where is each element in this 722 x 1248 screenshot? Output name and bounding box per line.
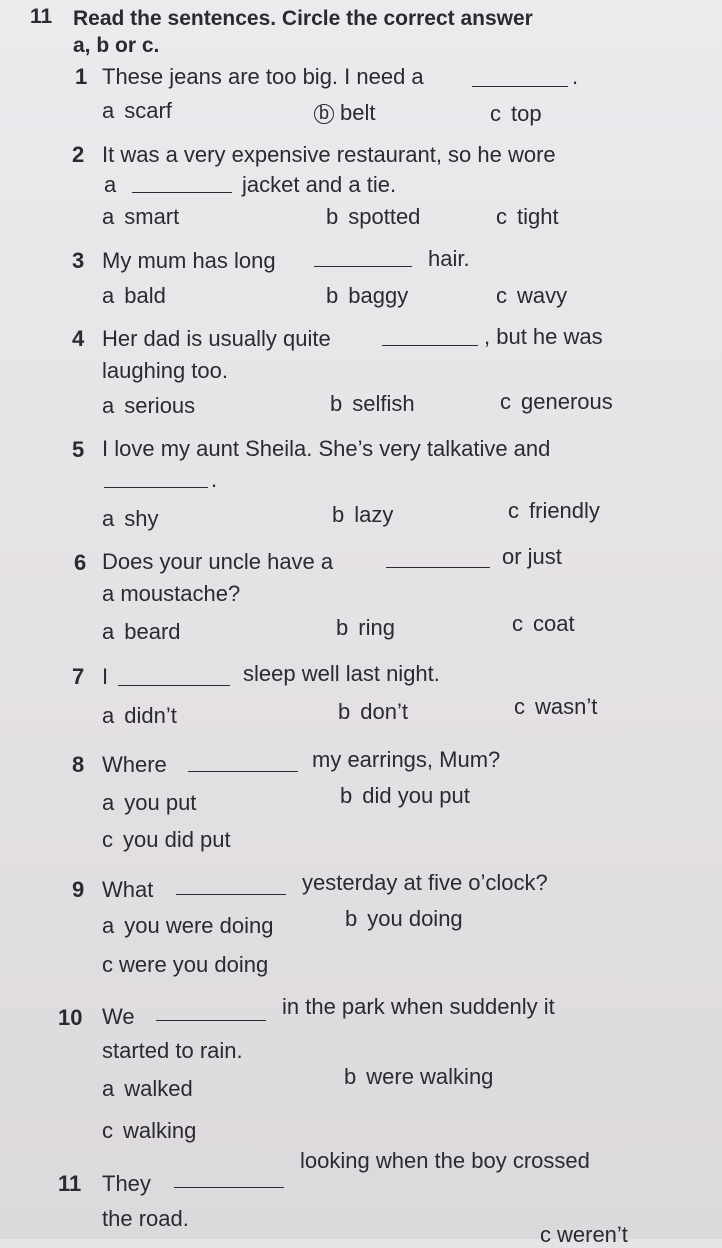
- option-a[interactable]: a you were doing: [102, 913, 274, 938]
- option-a[interactable]: a walked: [102, 1076, 193, 1101]
- exercise-number: 11: [30, 5, 53, 28]
- question-text: We: [102, 1004, 135, 1029]
- option-b[interactable]: b don’t: [338, 699, 408, 724]
- question-number: 2: [72, 142, 85, 167]
- question-text-end: .: [572, 64, 579, 89]
- exercise-instruction-cont: a, b or c.: [73, 34, 160, 57]
- option-c[interactable]: c walking: [102, 1118, 197, 1143]
- option-b[interactable]: b were walking: [344, 1064, 494, 1089]
- option-c[interactable]: c tight: [496, 204, 559, 229]
- option-c[interactable]: c top: [490, 101, 542, 126]
- question-text-end: yesterday at five o’clock?: [302, 870, 548, 895]
- option-c[interactable]: c wasn’t: [514, 694, 598, 719]
- question-text-end: hair.: [428, 246, 470, 271]
- option-b[interactable]: b selfish: [330, 391, 415, 416]
- answer-circle: b: [314, 104, 334, 124]
- question-number: 6: [74, 550, 87, 575]
- question-number: 7: [72, 664, 85, 689]
- option-a[interactable]: a didn’t: [102, 703, 177, 728]
- option-b[interactable]: b lazy: [332, 502, 394, 527]
- option-b[interactable]: b you doing: [345, 906, 463, 931]
- option-b-circled[interactable]: b belt: [314, 100, 375, 126]
- question-text-cont: a moustache?: [102, 581, 241, 606]
- option-a[interactable]: a serious: [102, 393, 196, 418]
- question-number: 11: [58, 1171, 82, 1196]
- question-text: They: [102, 1171, 151, 1196]
- exercise-instruction: Read the sentences. Circle the correct answer: [73, 7, 533, 30]
- option-b[interactable]: b baggy: [326, 283, 409, 308]
- answer-blank: [472, 86, 568, 87]
- question-text-end: or just: [502, 544, 562, 569]
- option-a[interactable]: a beard: [102, 619, 181, 644]
- question-text: I: [102, 664, 109, 689]
- question-number: 4: [72, 326, 85, 351]
- question-text: Her dad is usually quite: [102, 326, 331, 351]
- answer-blank: [156, 1020, 266, 1021]
- question-number: 1: [75, 64, 88, 89]
- question-text: It was a very expensive restaurant, so he wore: [102, 142, 556, 167]
- question-text: My mum has long: [102, 248, 276, 273]
- question-text-end: looking when the boy crossed: [300, 1148, 590, 1173]
- question-text: I love my aunt Sheila. She’s very talkative and: [102, 436, 551, 461]
- question-text-cont: a: [104, 172, 117, 197]
- option-a[interactable]: a bald: [102, 283, 166, 308]
- question-text-end: .: [211, 467, 218, 492]
- question-text-end: , but he was: [484, 324, 603, 349]
- option-c[interactable]: c coat: [512, 611, 575, 636]
- answer-blank: [188, 771, 298, 772]
- answer-blank: [176, 894, 286, 895]
- option-b[interactable]: b spotted: [326, 204, 421, 229]
- option-c[interactable]: c generous: [500, 389, 613, 414]
- option-c[interactable]: c friendly: [508, 498, 600, 523]
- option-a[interactable]: a shy: [102, 506, 159, 531]
- option-c[interactable]: c you did put: [102, 827, 231, 852]
- question-text-cont: the road.: [102, 1206, 189, 1231]
- question-text: Where: [102, 752, 167, 777]
- question-number: 3: [72, 248, 85, 273]
- question-number: 5: [72, 437, 85, 462]
- option-b[interactable]: b ring: [336, 615, 395, 640]
- option-c[interactable]: c were you doing: [102, 952, 269, 977]
- answer-blank: [132, 192, 232, 193]
- question-text-cont: laughing too.: [102, 358, 228, 383]
- question-text: These jeans are too big. I need a: [102, 64, 424, 89]
- answer-blank: [382, 345, 478, 346]
- question-text-end: sleep well last night.: [243, 661, 440, 686]
- question-text: Does your uncle have a: [102, 549, 334, 574]
- option-c[interactable]: c weren’t: [540, 1222, 628, 1247]
- question-number: 8: [72, 752, 85, 777]
- question-text: What: [102, 877, 154, 902]
- option-a[interactable]: a you put: [102, 790, 197, 815]
- answer-blank: [174, 1187, 284, 1188]
- option-b[interactable]: b did you put: [340, 783, 470, 808]
- answer-blank: [104, 487, 208, 488]
- answer-blank: [118, 685, 230, 686]
- question-text-end: my earrings, Mum?: [312, 747, 501, 772]
- option-a[interactable]: a smart: [102, 204, 180, 229]
- answer-blank: [314, 266, 412, 267]
- question-text-end: in the park when suddenly it: [282, 994, 555, 1019]
- question-text-end: jacket and a tie.: [242, 172, 397, 197]
- question-text-cont: started to rain.: [102, 1038, 243, 1063]
- option-a[interactable]: a scarf: [102, 98, 172, 123]
- option-c[interactable]: c wavy: [496, 283, 568, 308]
- question-number: 9: [72, 877, 85, 902]
- answer-blank: [386, 567, 490, 568]
- question-number: 10: [58, 1005, 83, 1030]
